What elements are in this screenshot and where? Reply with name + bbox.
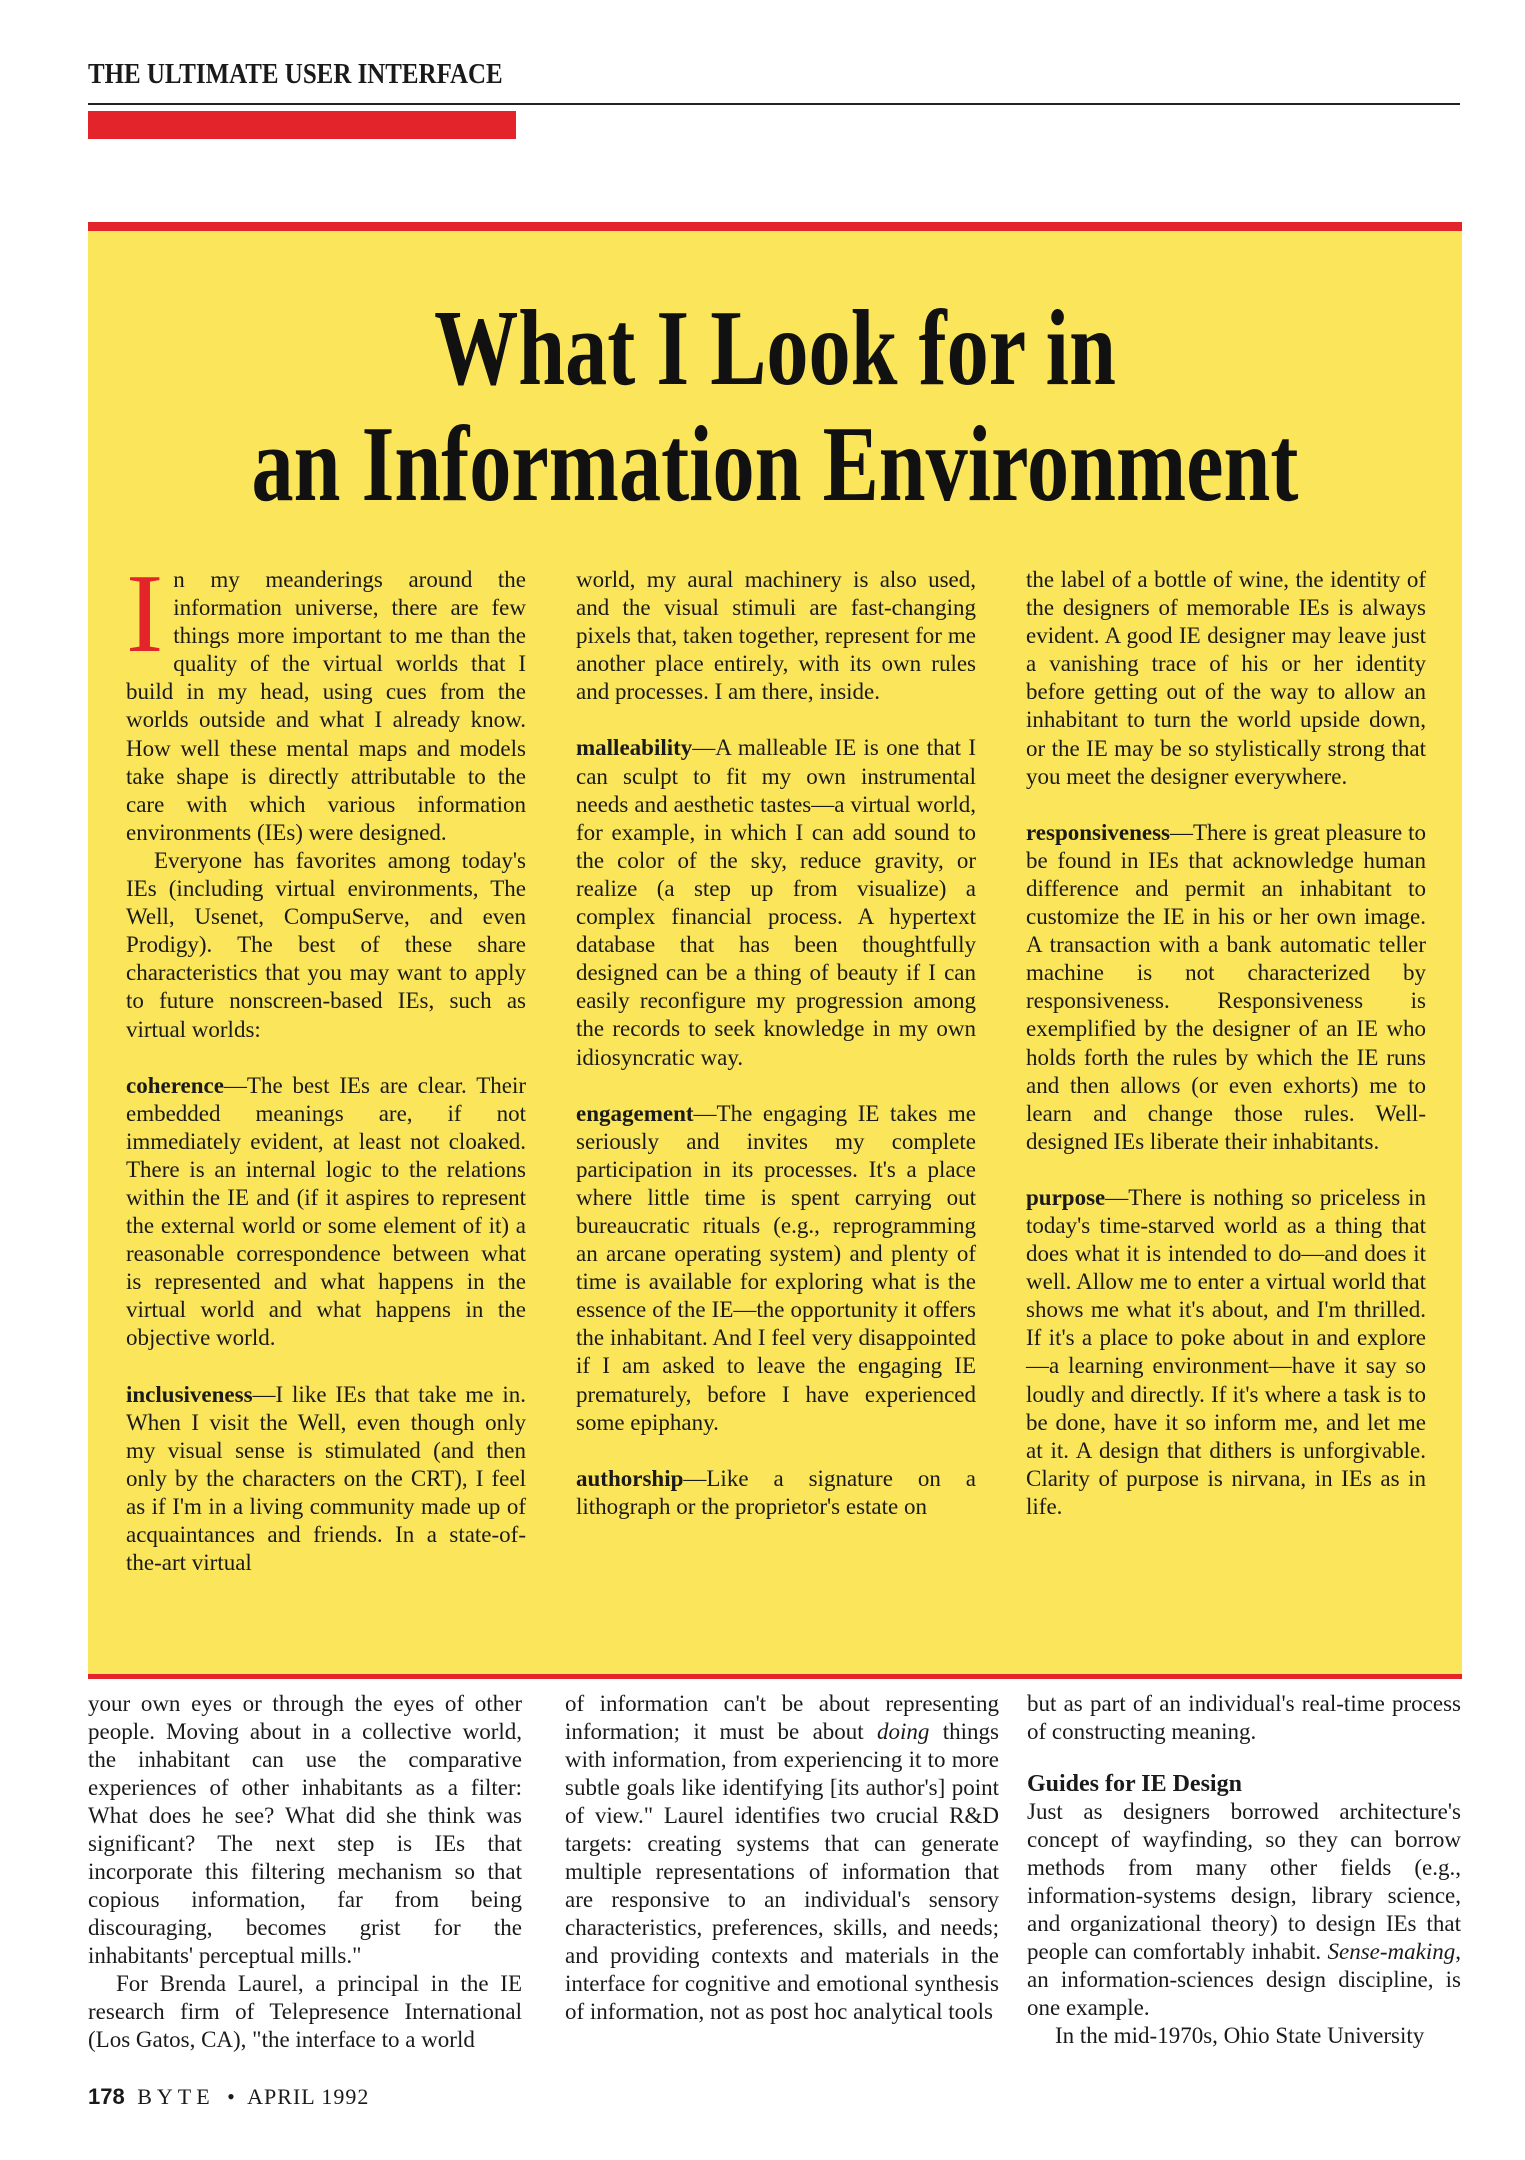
authorship-paragraph [576,1465,976,1521]
text-run: of information can't be about representing information; it must be about [565,1691,999,1744]
text-run: , an information-sciences design discipline, is one example. [1027,1939,1461,2020]
malleability-text: —A malleable IE is one that I can sculpt to fit my own instrumental needs and aesthetic tastes—a virtual world, for example, in which I can add sound to the color of the sky, reduce gravity, or realize (a step up from visualize) a complex financial process. A hypertext database that has been thoughtfully designed can be a thing of beauty if I can easily reconfigure my progression among the records to seek knowledge in my own idiosyncratic way. [576,735,976,1070]
subheading: Guides for IE Design [1027,1771,1242,1797]
page-number: 178 [88,2084,125,2109]
term-engagement: engagement [576,1100,694,1126]
emphasis: doing [877,1719,930,1744]
title-line-2: an Information Environment [251,405,1299,524]
sidebar-column-1 [126,552,526,1577]
body-column-3 [1027,1690,1461,2050]
term-responsiveness: responsiveness [1026,819,1170,845]
sidebar-column-2 [576,566,976,1521]
term-malleability: malleability [576,735,693,761]
purpose-paragraph [1026,1184,1426,1521]
purpose-text: —There is nothing so priceless in today's time-starved world as a thing that does what it is intended to do—and does it well. Allow me to enter a virtual world that shows me what it's about, and I'm thrilled. If it's a place to poke about in and explore—a learning environment—have it say so loudly and directly. If it's where a task is to be done, have it so inform me, and let me at it. A design that dithers is unforgivable. Clarity of purpose is nirvana, in IEs as in life. [1026,1184,1426,1519]
malleability-paragraph [576,734,976,1071]
header-rule [88,103,1460,105]
title-line-1: What I Look for in [434,289,1116,408]
authorship-text: —Like a signature on a lithograph or the proprietor's estate on [576,1465,976,1519]
term-coherence: coherence [126,1072,224,1098]
inclusiveness-paragraph [126,1381,526,1578]
emphasis: Sense-making [1327,1939,1456,1964]
term-inclusiveness: inclusiveness [126,1381,253,1407]
paragraph [565,1690,999,2026]
paragraph [1027,1798,1461,2022]
sidebar-title [88,291,1462,523]
paragraph: world, my aural machinery is also used, and the visual stimuli are fast-changing pixels that, taken together, represent for me another place entirely, with its own rules and processes. I am there, inside. [576,567,976,705]
engagement-text: —The engaging IE takes me seriously and invites my complete participation in its processes. It's a place where little time is spent carrying out bureaucratic rituals (e.g., reprogramming an arcane operating system) and plenty of time is available for exploring what is the essence of the IE—the opportunity it offers the inhabitant. And I feel very disappointed if I am asked to leave the engaging IE prematurely, before I have experienced some epiphany. [576,1100,976,1435]
paragraph: but as part of an individual's real-time process of constructing meaning. [1027,1691,1461,1744]
footer-separator: • [227,2084,236,2109]
paragraph: the label of a bottle of wine, the identity of the designers of memorable IEs is always evident. A good IE designer may leave just a vanishing trace of his or her identity before getting out of the way to allow an inhabitant to turn the world upside down, or the IE may be so stylistically strong that you meet the designer everywhere. [1026,567,1426,789]
responsiveness-text: —There is great pleasure to be found in IEs that acknowledge human difference and permit an inhabitant to customize the IE in his or her own image. A transaction with a bank automatic teller machine is not characterized by responsiveness. Responsiveness is exemplified by the designer of an IE who holds forth the rules by which the IE runs and then allows (or even exhorts) me to learn and change those rules. Well-designed IEs liberate their inhabitants. [1026,819,1426,1154]
page-footer [88,2084,369,2110]
coherence-paragraph [126,1072,526,1353]
paragraph: In the mid-1970s, Ohio State University [1055,2023,1425,2048]
paragraph: your own eyes or through the eyes of other people. Moving about in a collective world, the inhabitant can use the comparative experiences of other inhabitants as a filter: What does he see? What did she think was significant? The next step is IEs that incorporate this filtering mechanism so that copious information, far from being discouraging, becomes grist for the inhabitants' perceptual mills." [88,1691,522,1968]
paragraph: Everyone has favorites among today's IEs (including virtual environments, The Well, Usenet, CompuServe, and even Prodigy). The best of these share characteristics that you may want to apply to future nonscreen-based IEs, such as virtual worlds: [126,847,526,1042]
intro-paragraph [126,552,526,847]
section-color-bar [88,111,516,139]
term-authorship: authorship [576,1465,684,1491]
term-purpose: purpose [1026,1184,1106,1210]
engagement-paragraph [576,1100,976,1437]
responsiveness-paragraph [1026,819,1426,1156]
text-run: Just as designers borrowed architecture's concept of wayfinding, so they can borrow methods from many other fields (e.g., information-systems design, library science, and organizational theory) to design IEs that people can comfortably inhabit. [1027,1799,1461,1964]
intro-text: n my meanderings around the information universe, there are few things more important to me than the quality of the virtual worlds that I build in my head, using cues from the worlds outside and what I already know. How well these mental maps and models take shape is directly attributable to the care with which various information environments (IEs) were designed. [126,567,526,845]
text-run: things with information, from experiencing it to more subtle goals like identifying [its author's] point of view." Laurel identifies two crucial R&D targets: creating systems that can generate multiple representations of information that are responsive to an individual's sensory characteristics, preferences, skills, and needs; and providing contexts and materials in the interface for cognitive and emotional synthesis of information, not as post hoc analytical tools [565,1719,999,2024]
running-head: THE ULTIMATE USER INTERFACE [88,58,503,90]
body-column-2 [565,1690,999,2026]
issue-date: APRIL 1992 [247,2084,370,2109]
publication-name: BYTE [137,2084,215,2109]
drop-cap: I [126,552,164,676]
coherence-text: —The best IEs are clear. Their embedded meanings are, if not immediately evident, at least not cloaked. There is an internal logic to the relations within the IE and (if it aspires to represent the external world or some element of it) a reasonable correspondence between what is represented and what happens in the virtual world and what happens in the objective world. [126,1072,526,1351]
sidebar-box [88,222,1462,1679]
paragraph: For Brenda Laurel, a principal in the IE research firm of Telepresence International (Los Gatos, CA), "the interface to a world [88,1971,522,2052]
sidebar-column-3 [1026,566,1426,1521]
body-column-1 [88,1690,522,2054]
inclusiveness-text: —I like IEs that take me in. When I visit the Well, even though only my visual sense is stimulated (and then only by the characters on the CRT), I feel as if I'm in a living community made up of acquaintances and friends. In a state-of-the-art virtual [126,1381,526,1576]
